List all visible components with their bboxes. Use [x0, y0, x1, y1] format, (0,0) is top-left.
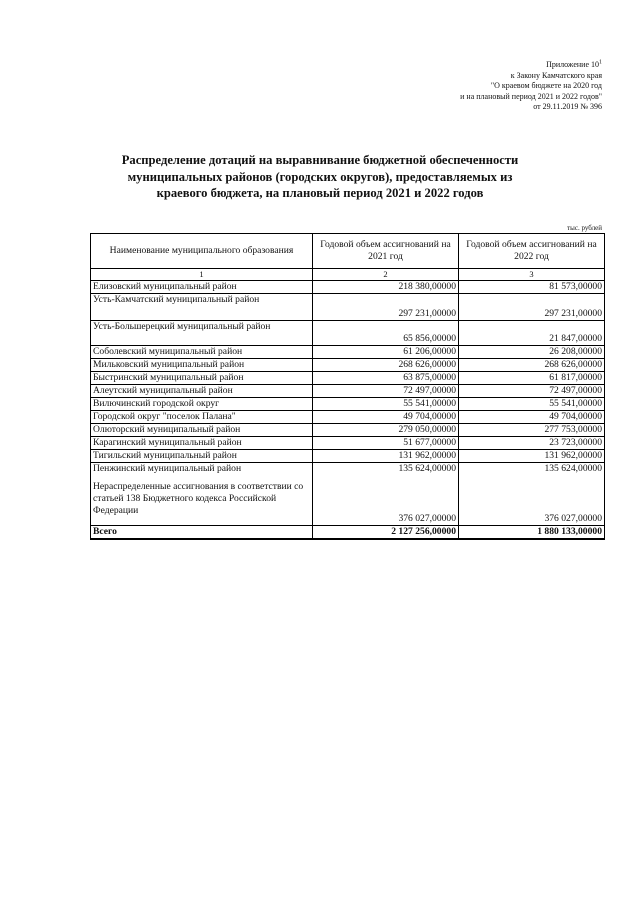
row-name: Мильковский муниципальный район	[91, 359, 313, 372]
column-number: 3	[459, 269, 605, 281]
row-value-2022: 131 962,00000	[459, 450, 605, 463]
row-name: Вилючинский городской округ	[91, 398, 313, 411]
row-value-2022: 297 231,00000	[459, 294, 605, 321]
row-value-2022: 55 541,00000	[459, 398, 605, 411]
row-value-2021: 279 050,00000	[313, 424, 459, 437]
column-number: 2	[313, 269, 459, 281]
row-value-2021: 131 962,00000	[313, 450, 459, 463]
document-title: Распределение дотаций на выравнивание бюджетной обеспеченности муниципальных районов (городских округов), предоставляемых из краевого бюджета, на плановый период 2021 и 2022 годов	[121, 153, 519, 200]
row-value-2022: 61 817,00000	[459, 372, 605, 385]
penzhinsky-value-2022: 135 624,00000	[544, 463, 602, 474]
row-value-2021: 297 231,00000	[313, 294, 459, 321]
table-row	[91, 372, 605, 385]
row-value-2021: 49 704,00000	[313, 411, 459, 424]
units-label: тыс. рублей	[567, 224, 602, 232]
total-row	[91, 526, 605, 540]
row-value-2022	[459, 463, 605, 526]
table-row	[91, 463, 605, 526]
table-row	[91, 321, 605, 346]
table-row	[91, 398, 605, 411]
total-value-2021: 2 127 256,00000	[313, 526, 459, 540]
row-value-2021: 72 497,00000	[313, 385, 459, 398]
row-name: Быстринский муниципальный район	[91, 372, 313, 385]
row-name: Елизовский муниципальный район	[91, 281, 313, 294]
table-row	[91, 437, 605, 450]
penzhinsky-value-2021: 135 624,00000	[398, 463, 456, 474]
row-value-2021: 63 875,00000	[313, 372, 459, 385]
allocation-table	[90, 233, 605, 540]
row-value-2021: 268 626,00000	[313, 359, 459, 372]
appendix-line-5: от 29.11.2019 № 396	[533, 102, 602, 112]
appendix-line-2: к Закону Камчатского края	[510, 70, 602, 80]
column-numbers-row	[91, 269, 605, 281]
row-value-2021: 218 380,00000	[313, 281, 459, 294]
row-name: Карагинский муниципальный район	[91, 437, 313, 450]
row-value-2022: 277 753,00000	[459, 424, 605, 437]
row-value-2022: 81 573,00000	[459, 281, 605, 294]
row-name: Усть-Большерецкий муниципальный район	[91, 321, 313, 346]
appendix-line-4: и на плановый период 2021 и 2022 годов"	[460, 91, 602, 101]
row-value-2022: 21 847,00000	[459, 321, 605, 346]
row-name: Алеутский муниципальный район	[91, 385, 313, 398]
row-value-2021: 51 677,00000	[313, 437, 459, 450]
header-name: Наименование муниципального образования	[91, 234, 313, 269]
table-row	[91, 359, 605, 372]
table-row	[91, 385, 605, 398]
row-name	[91, 463, 313, 526]
unallocated-value-2022: 376 027,00000	[544, 513, 602, 524]
unallocated-value-2021: 376 027,00000	[398, 513, 456, 524]
header-2021: Годовой объем ассигнований на 2021 год	[313, 234, 459, 269]
total-value-2022: 1 880 133,00000	[459, 526, 605, 540]
row-value-2022: 26 208,00000	[459, 346, 605, 359]
row-name: Соболевский муниципальный район	[91, 346, 313, 359]
row-name: Усть-Камчатский муниципальный район	[91, 294, 313, 321]
row-value-2021: 55 541,00000	[313, 398, 459, 411]
appendix-line-1: Приложение $10^1$	[546, 59, 602, 69]
row-value-2022: 23 723,00000	[459, 437, 605, 450]
row-value-2022: 72 497,00000	[459, 385, 605, 398]
row-name: Тигильский муниципальный район	[91, 450, 313, 463]
table-row	[91, 411, 605, 424]
column-number: 1	[91, 269, 313, 281]
row-value-2021	[313, 463, 459, 526]
total-label: Всего	[91, 526, 313, 540]
unallocated-name: Нераспределенные ассигнования в соответствии со статьей 138 Бюджетного кодекса Российской Федерации	[93, 481, 304, 516]
row-value-2021: 65 856,00000	[313, 321, 459, 346]
appendix-block	[460, 60, 602, 113]
row-value-2022: 268 626,00000	[459, 359, 605, 372]
row-name: Олюторский муниципальный район	[91, 424, 313, 437]
header-2022: Годовой объем ассигнований на 2022 год	[459, 234, 605, 269]
table-row	[91, 294, 605, 321]
appendix-line-3: "О краевом бюджете на 2020 год	[490, 81, 602, 91]
table-row	[91, 450, 605, 463]
table-row	[91, 346, 605, 359]
row-value-2022: 49 704,00000	[459, 411, 605, 424]
row-name: Городской округ "поселок Палана"	[91, 411, 313, 424]
appendix-superscript: 1	[599, 59, 602, 66]
table-row	[91, 281, 605, 294]
table-header-row	[91, 234, 605, 269]
table-row	[91, 424, 605, 437]
row-value-2021: 61 206,00000	[313, 346, 459, 359]
penzhinsky-name: Пенжинский муниципальный район	[93, 463, 242, 474]
